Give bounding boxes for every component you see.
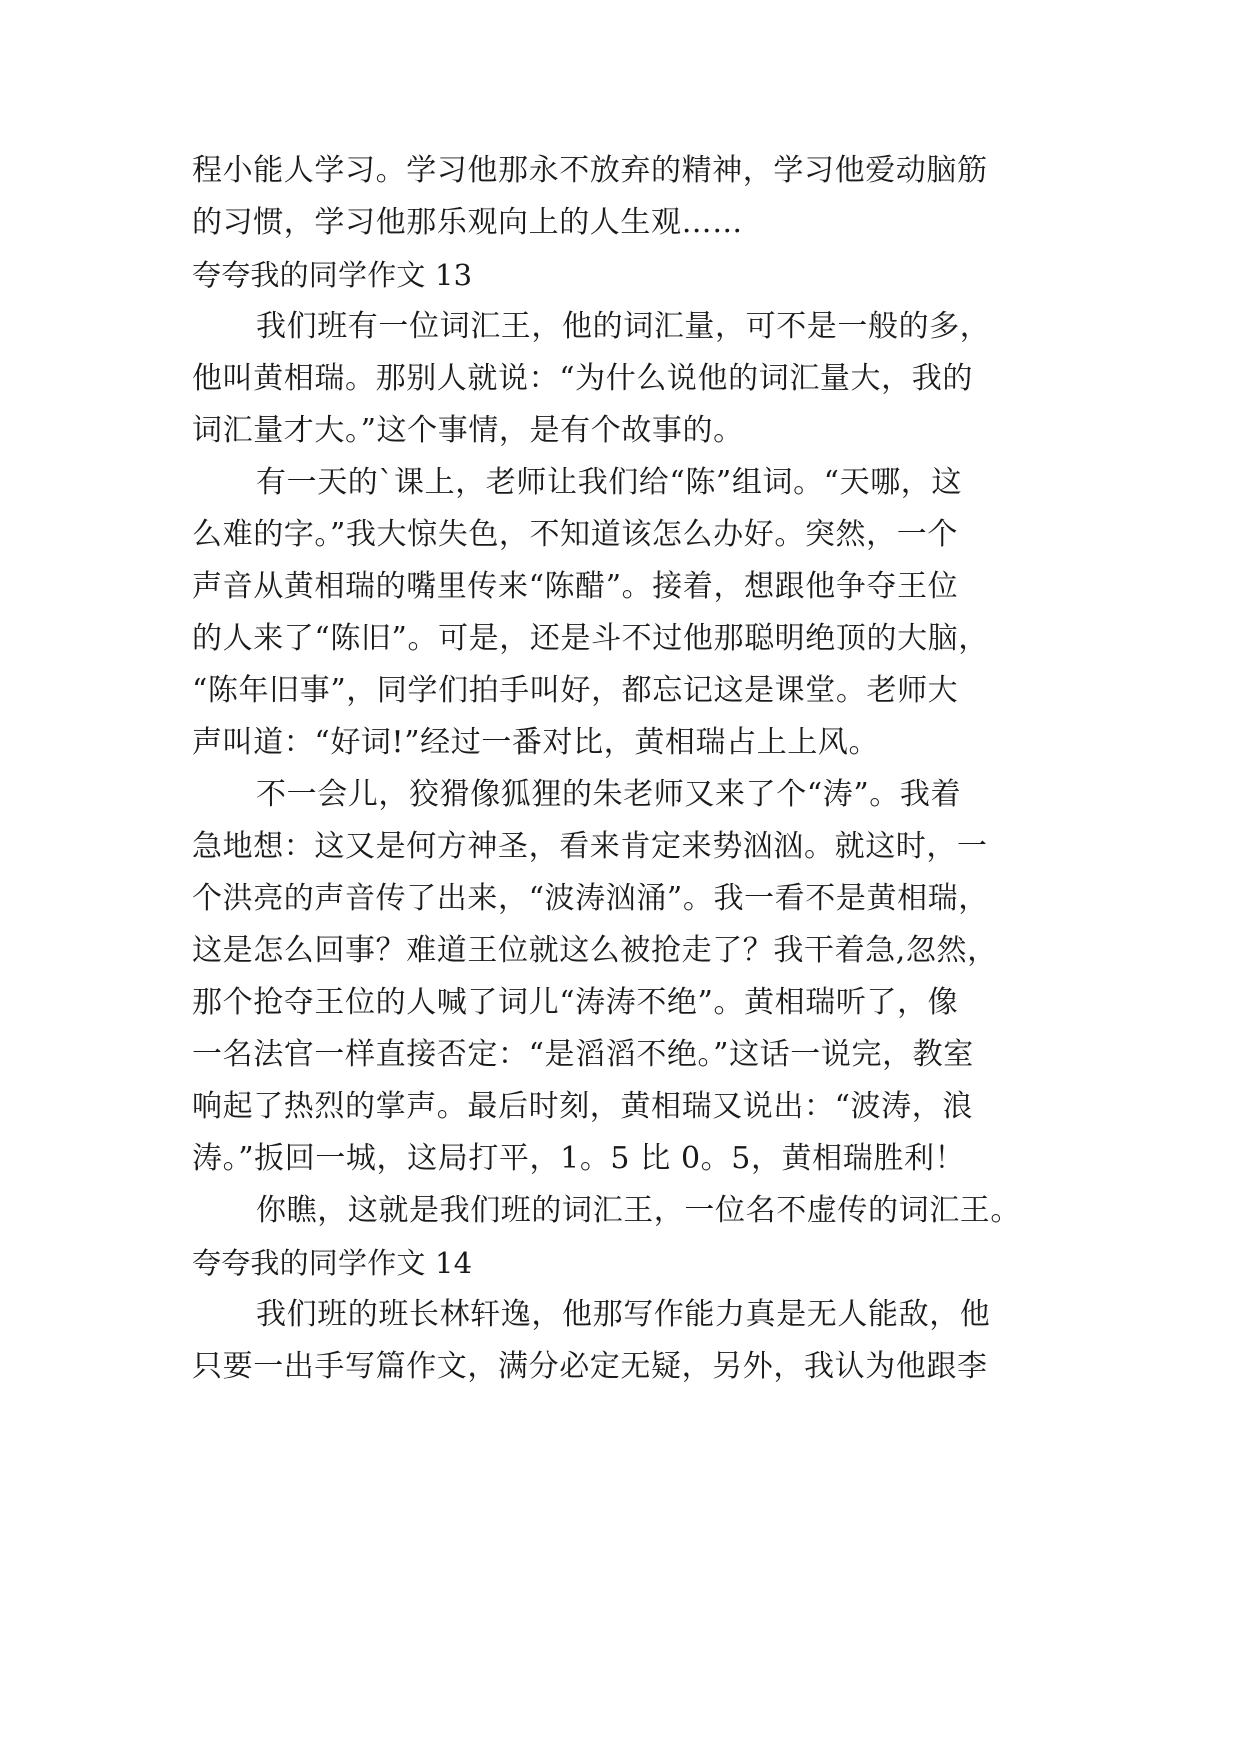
text-line: 的习惯，学习他那乐观向上的人生观……	[192, 205, 743, 240]
text-line: 么难的字。”我大惊失色，不知道该怎么办好。突然，一个	[192, 517, 958, 552]
text-line: 我们班有一位词汇王，他的词汇量，可不是一般的多，	[256, 309, 991, 344]
text-line: 他叫黄相瑞。那别人就说：“为什么说他的词汇量大，我的	[192, 361, 973, 396]
text-line: “陈年旧事”，同学们拍手叫好，都忘记这是课堂。老师大	[192, 673, 959, 708]
text-line: 词汇量才大。”这个事情，是有个故事的。	[192, 413, 744, 448]
text-line: 程小能人学习。学习他那永不放弃的精神，学习他爱动脑筋	[192, 153, 988, 188]
essay-heading: 夸夸我的同学作文 13	[192, 258, 473, 292]
text-line: 我们班的班长林轩逸，他那写作能力真是无人能敌，他	[256, 1297, 991, 1332]
text-line: 那个抢夺王位的人喊了词儿“涛涛不绝”。黄相瑞听了，像	[192, 985, 959, 1020]
text-line: 的人来了“陈旧”。可是，还是斗不过他那聪明绝顶的大脑，	[192, 621, 989, 656]
text-line: 只要一出手写篇作文，满分必定无疑，另外，我认为他跟李	[192, 1349, 988, 1384]
text-line: 你瞧，这就是我们班的词汇王，一位名不虚传的词汇王。	[256, 1193, 1021, 1228]
essay-heading: 夸夸我的同学作文 14	[192, 1246, 473, 1280]
text-line: 响起了热烈的掌声。最后时刻，黄相瑞又说出：“波涛，浪	[192, 1089, 973, 1124]
text-line: 涛。”扳回一城，这局打平，1。5 比 0。5，黄相瑞胜利！	[192, 1141, 966, 1176]
text-line: 一名法官一样直接否定：“是滔滔不绝。”这话一说完，教室	[192, 1037, 974, 1072]
text-line: 声音从黄相瑞的嘴里传来“陈醋”。接着，想跟他争夺王位	[192, 569, 959, 604]
text-line: 这是怎么回事？难道王位就这么被抢走了？我干着急,忽然，	[192, 933, 998, 968]
text-line: 声叫道：“好词!”经过一番对比，黄相瑞占上上风。	[192, 725, 880, 760]
text-line: 急地想：这又是何方神圣，看来肯定来势汹汹。就这时，一	[192, 829, 988, 864]
text-line: 个洪亮的声音传了出来，“波涛汹涌”。我一看不是黄相瑞，	[192, 881, 989, 916]
text-line: 不一会儿，狡猾像狐狸的朱老师又来了个“涛”。我着	[256, 777, 962, 812]
text-line: 有一天的`课上，老师让我们给“陈”组词。“天哪，这	[256, 465, 963, 500]
